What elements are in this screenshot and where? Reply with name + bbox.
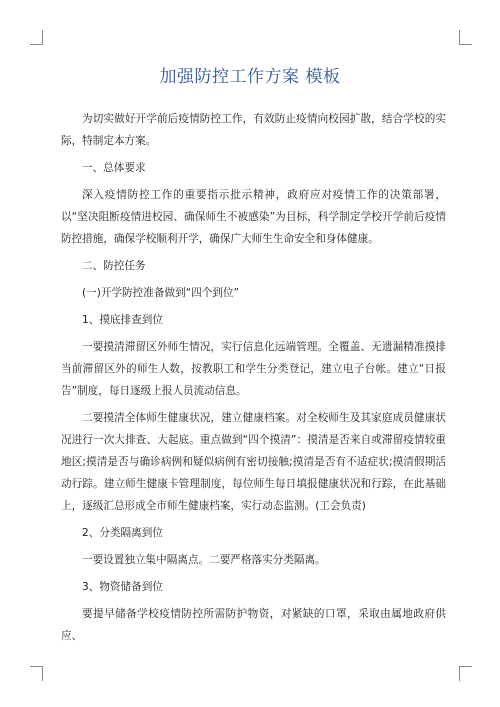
crop-mark-top-right	[459, 30, 472, 45]
document-title: 加强防控工作方案 模板	[159, 67, 341, 87]
subsection-heading-preparation: (一)开学防控准备做到“四个到位”	[82, 287, 239, 299]
intro-paragraph: 为切实做好开学前后疫情防控工作，有效防止疫情向校园扩散，结合学校的实际，特制定本方案。	[61, 113, 446, 147]
crop-mark-top-left	[30, 30, 43, 45]
section-heading-general-requirements: 一、总体要求	[82, 162, 146, 174]
crop-mark-bottom-right	[459, 666, 472, 681]
general-requirements-paragraph: 深入疫情防控工作的重要指示批示精神，政府应对疫情工作的决策部署，以“坚决阻断疫情进校园、确保师生不被感染”为目标，科学制定学校开学前后疫情防控措施，确保学校顺利开学，确保广大师生生命安全和身体健康。	[61, 189, 446, 245]
item-heading-isolation: 2、分类隔离到位	[82, 527, 163, 539]
document-body	[61, 108, 446, 647]
section-heading-prevention-tasks: 二、防控任务	[82, 260, 146, 272]
supplies-paragraph: 要提早储备学校疫情防控所需防护物资，对紧缺的口罩，采取由属地政府供应、	[61, 608, 446, 642]
isolation-paragraph: 一要设置独立集中隔离点。二要严格落实分类隔离。	[82, 554, 326, 566]
investigation-paragraph-1: 一要摸清滞留区外师生情况，实行信息化远端管理。全覆盖、无遗漏精准摸排当前滞留区外的师生人数，按教职工和学生分类登记，建立电子台帐。建立“日报告”制度，每日逐级上报人员流动信息。	[61, 341, 446, 397]
investigation-paragraph-2: 二要摸清全体师生健康状况，建立健康档案。对全校师生及其家庭成员健康状况进行一次大排查、大起底。重点做到“四个摸清”：摸清是否来自或滞留疫情较重地区;摸清是否与确诊病例和疑似病例有密切接触;摸清是否有不适症状;摸清假期活动行踪。建立师生健康卡管理制度，每位师生每日填报健康状况和行踪，在此基础上，逐级汇总形成全市师生健康档案，实行动态监测。(工会负责)	[61, 412, 446, 512]
item-heading-supplies: 3、物资储备到位	[82, 581, 163, 593]
crop-mark-bottom-left	[30, 666, 43, 681]
item-heading-investigation: 1、摸底排查到位	[82, 314, 163, 326]
